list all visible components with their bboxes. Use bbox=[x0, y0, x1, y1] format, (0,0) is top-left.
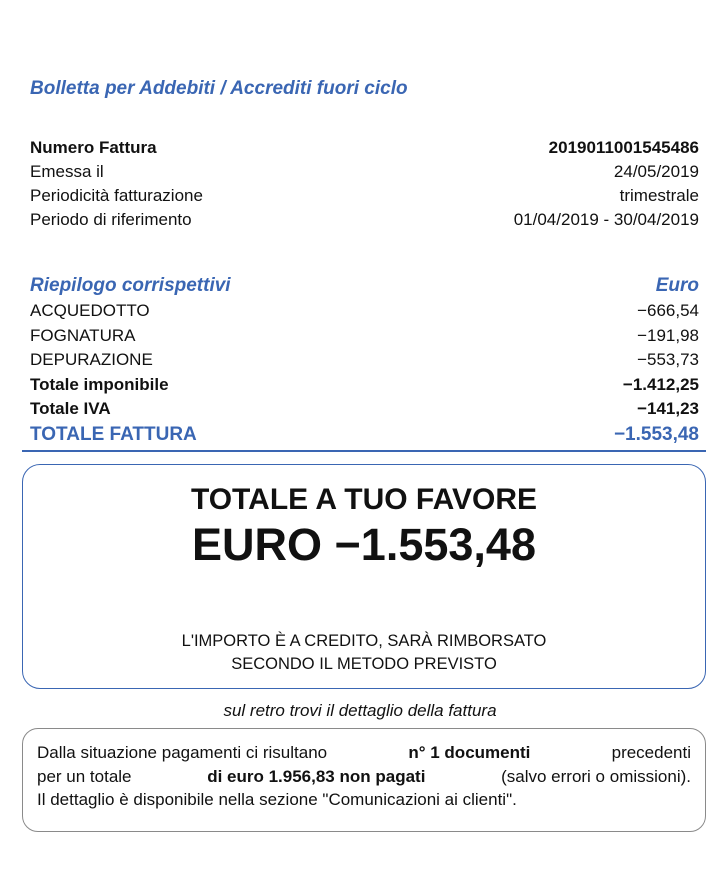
document-title: Bolletta per Addebiti / Accrediti fuori ciclo bbox=[30, 78, 408, 99]
reference-period-row bbox=[30, 210, 699, 234]
payment-text: Dalla situazione pagamenti ci risultano bbox=[37, 743, 328, 762]
summary-item-label: DEPURAZIONE bbox=[30, 350, 153, 369]
summary-header bbox=[30, 275, 699, 301]
summary-item-value: −553,73 bbox=[637, 350, 699, 369]
summary-item-value: −141,23 bbox=[637, 399, 699, 418]
payment-text: precedenti bbox=[611, 743, 691, 762]
credit-refund-note-line: SECONDO IL METODO PREVISTO bbox=[231, 655, 497, 673]
payment-text: Il dettaglio è disponibile nella sezione "Comunicazioni ai clienti". bbox=[37, 790, 517, 809]
summary-item-value: −191,98 bbox=[637, 325, 699, 345]
payment-status-line bbox=[37, 741, 691, 765]
summary-item-value: −666,54 bbox=[637, 301, 699, 320]
payment-status-line bbox=[37, 788, 691, 812]
summary-item-label: Totale IVA bbox=[30, 399, 111, 418]
summary-item-label: ACQUEDOTTO bbox=[30, 301, 150, 320]
credit-total-box bbox=[22, 464, 706, 689]
invoice-number-row bbox=[30, 138, 699, 162]
payment-text: (salvo errori o omissioni). bbox=[501, 766, 691, 786]
summary-title: Riepilogo corrispettivi bbox=[30, 275, 231, 296]
credit-total-amount: EURO −1.553,48 bbox=[192, 519, 536, 570]
issue-date-label: Emessa il bbox=[30, 162, 104, 181]
billing-frequency-label: Periodicità fatturazione bbox=[30, 186, 203, 205]
credit-refund-note bbox=[23, 630, 705, 676]
issue-date-value: 24/05/2019 bbox=[613, 162, 699, 181]
reference-period-value: 01/04/2019 - 30/04/2019 bbox=[513, 210, 699, 229]
invoice-number-label: Numero Fattura bbox=[30, 138, 157, 157]
summary-row-vat-total bbox=[30, 399, 699, 424]
summary-item-label: FOGNATURA bbox=[30, 325, 136, 345]
billing-frequency-row bbox=[30, 186, 699, 210]
payment-doc-count: n° 1 documenti bbox=[408, 743, 531, 762]
payment-status-line bbox=[37, 765, 691, 789]
payment-status-box bbox=[22, 728, 706, 832]
summary-divider bbox=[22, 450, 706, 452]
charges-summary bbox=[30, 275, 699, 450]
billing-frequency-value: trimestrale bbox=[619, 186, 699, 205]
payment-unpaid-amount: di euro 1.956,83 non pagati bbox=[207, 766, 426, 786]
summary-row-acquedotto bbox=[30, 301, 699, 326]
invoice-total-value: −1.553,48 bbox=[613, 423, 699, 445]
summary-row-depurazione bbox=[30, 350, 699, 375]
invoice-total-label: TOTALE FATTURA bbox=[30, 423, 197, 445]
invoice-total-row bbox=[30, 424, 699, 450]
back-page-note: sul retro trovi il dettaglio della fattura bbox=[223, 701, 497, 720]
issue-date-row bbox=[30, 162, 699, 186]
reference-period-label: Periodo di riferimento bbox=[30, 210, 192, 229]
invoice-number-value: 2019011001545486 bbox=[548, 138, 699, 157]
summary-currency: Euro bbox=[655, 275, 699, 296]
invoice-info bbox=[30, 138, 699, 234]
summary-item-value: −1.412,25 bbox=[622, 374, 699, 394]
summary-row-fognatura bbox=[30, 326, 699, 351]
credit-refund-note-line: L'IMPORTO È A CREDITO, SARÀ RIMBORSATO bbox=[181, 632, 547, 650]
summary-row-taxable-total bbox=[30, 375, 699, 400]
credit-total-title: TOTALE A TUO FAVORE bbox=[190, 483, 538, 516]
payment-text: per un totale bbox=[37, 766, 132, 786]
summary-item-label: Totale imponibile bbox=[30, 374, 169, 394]
